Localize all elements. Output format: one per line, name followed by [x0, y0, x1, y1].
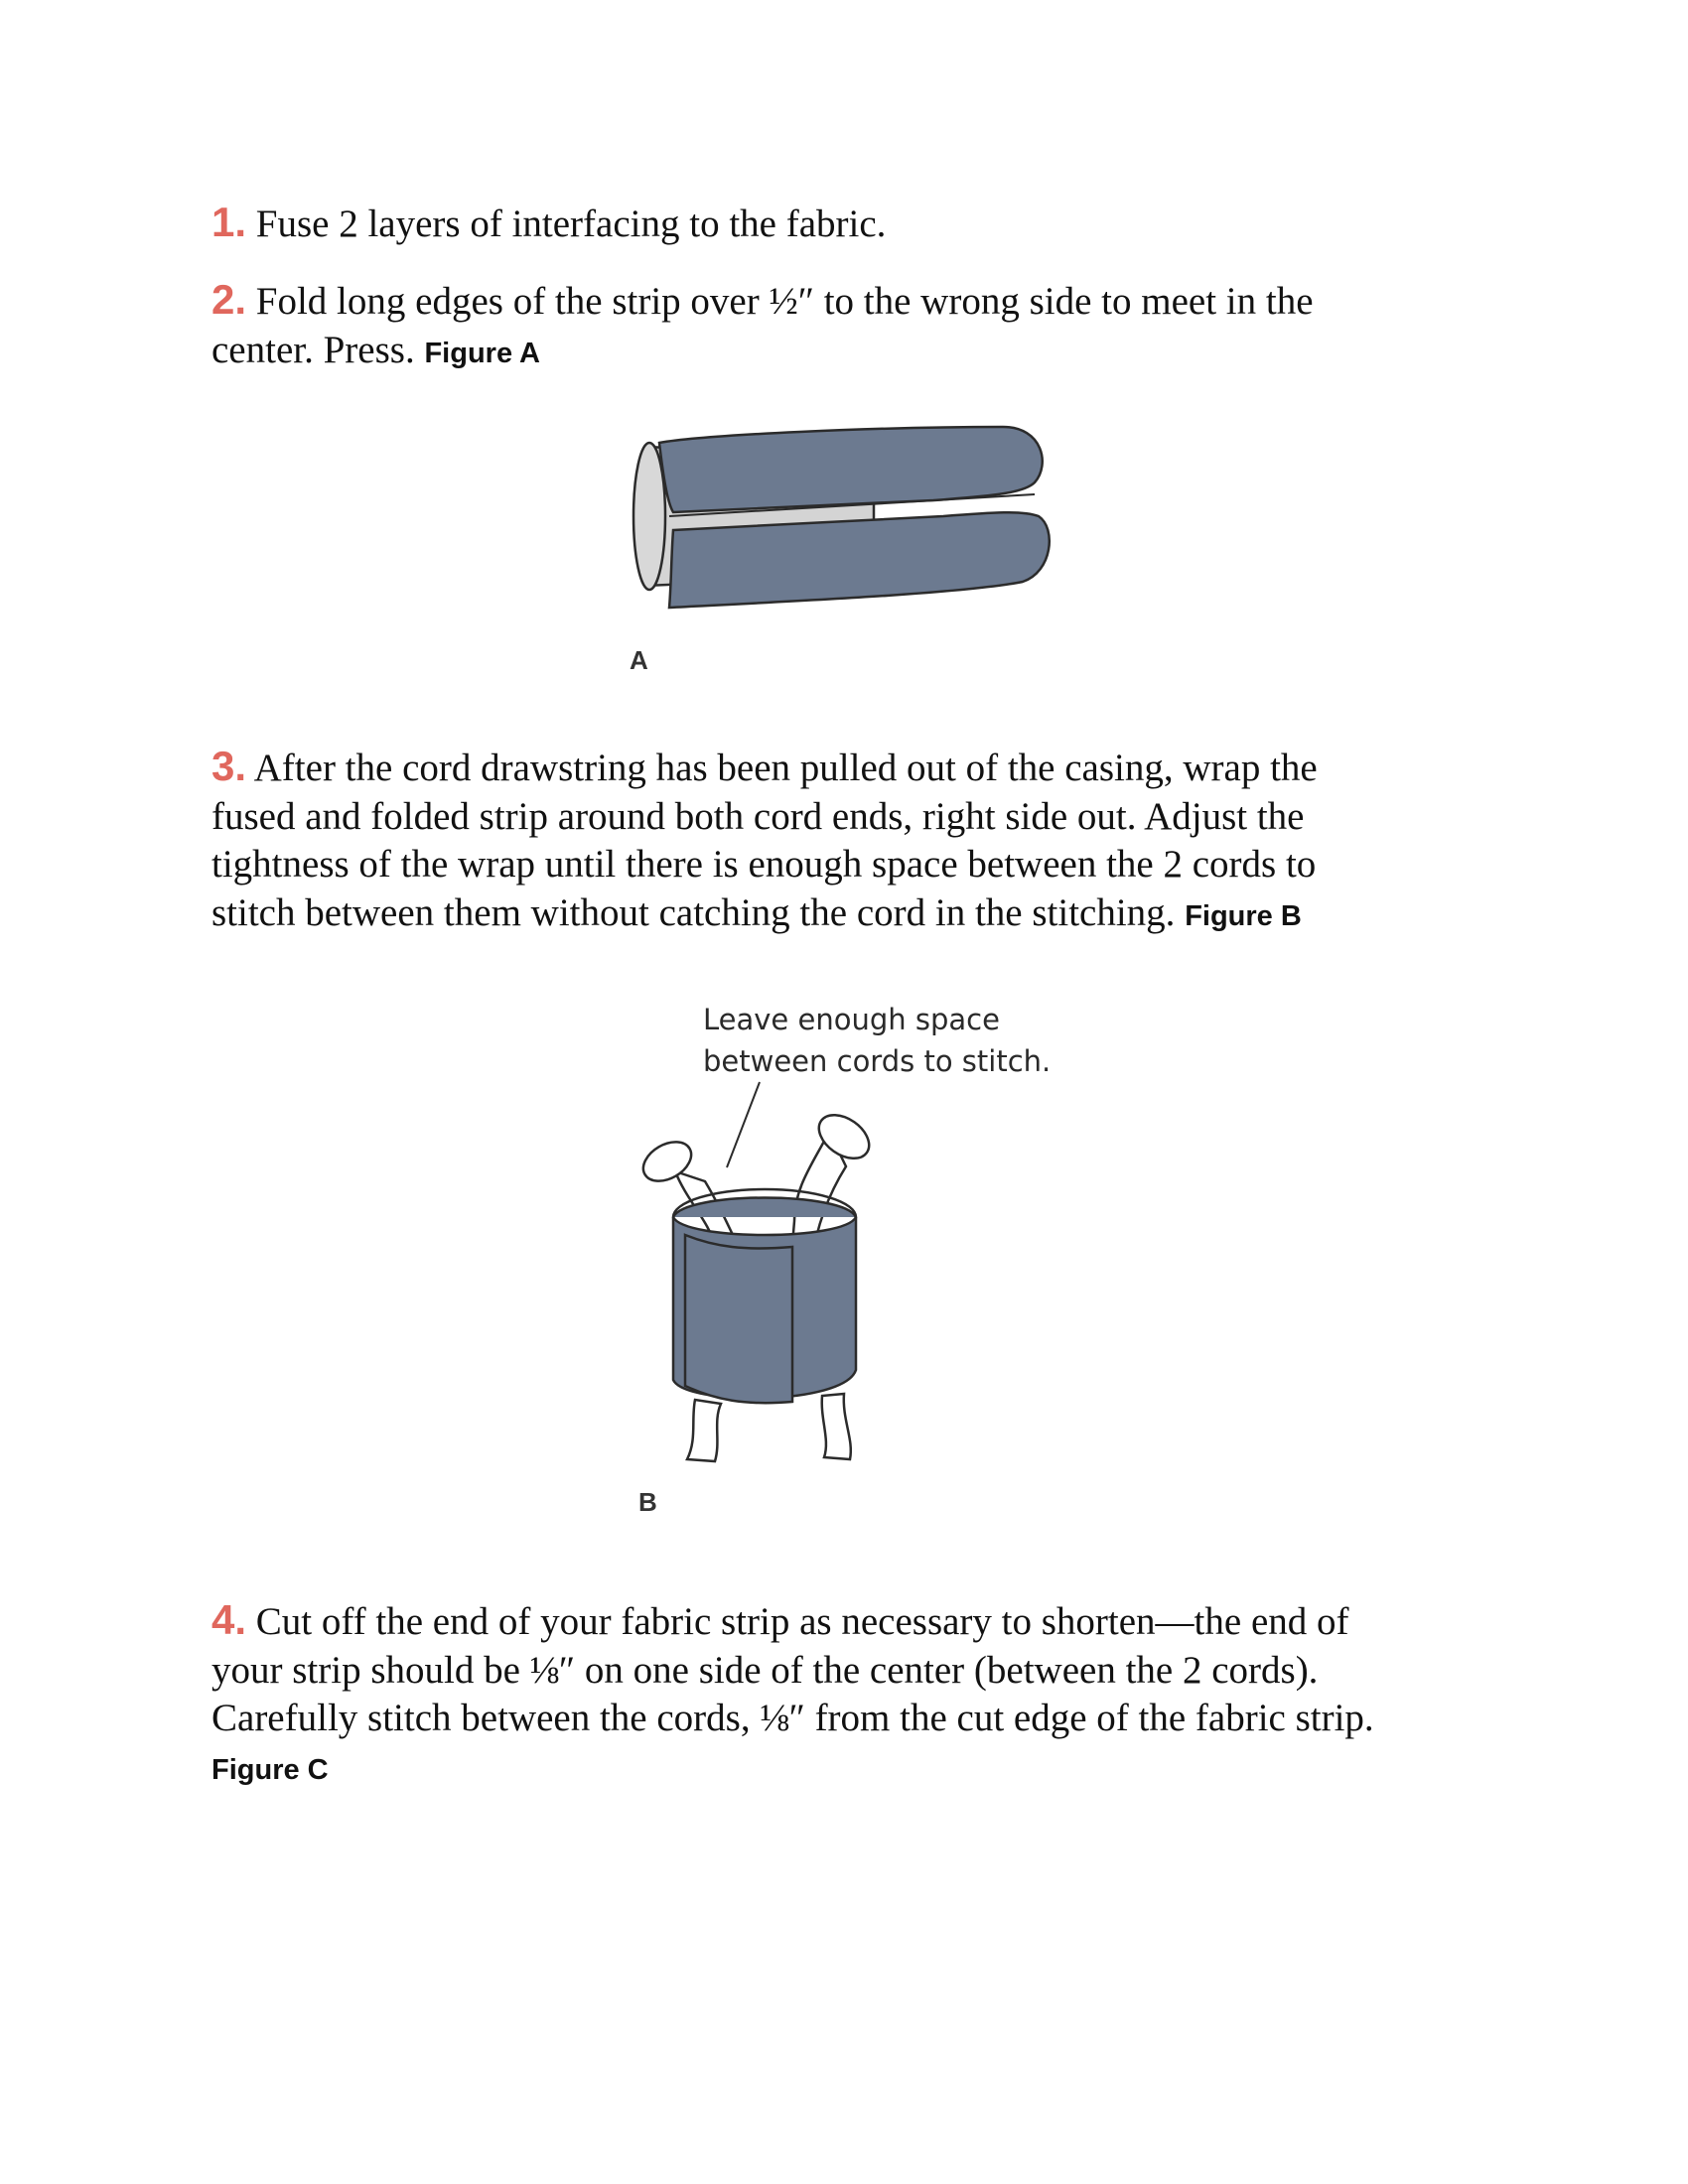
step-4-number: 4. [211, 1596, 247, 1643]
figure-b-callout-line-1: Leave enough space [703, 1003, 1000, 1036]
step-3 [211, 743, 1318, 940]
step-4-line-2: your strip should be ⅛″ on one side of the center (between the 2 cords). [211, 1648, 1319, 1692]
figure-a-folded-strip [626, 417, 1062, 635]
step-3-number: 3. [211, 743, 247, 789]
step-2 [211, 276, 1314, 377]
step-1-number: 1. [211, 199, 247, 245]
step-2-line-1: 2. Fold long edges of the strip over ½″ to the wrong side to meet in the [211, 276, 1314, 323]
step-4-line-1: 4. Cut off the end of your fabric strip as necessary to shorten—the end of [211, 1596, 1349, 1643]
figure-c-reference: Figure C [211, 1753, 329, 1786]
step-3-line-2: fused and folded strip around both cord ends, right side out. Adjust the [211, 794, 1305, 838]
step-4-line-3: Carefully stitch between the cords, ⅛″ from the cut edge of the fabric strip. [211, 1697, 1374, 1739]
figure-b-wrapped-cords [626, 1072, 904, 1469]
figure-a-label: A [630, 645, 648, 675]
step-4 [211, 1596, 1374, 1794]
figure-b-reference: Figure B [1185, 899, 1302, 932]
step-3-line-1: 3. After the cord drawstring has been pulled out of the casing, wrap the [211, 743, 1318, 789]
step-2-line-2: center. Press. Figure A [211, 328, 540, 371]
figure-b-label: B [638, 1487, 657, 1517]
step-1-line-1: 1. Fuse 2 layers of interfacing to the fabric. [211, 199, 887, 245]
step-3-line-4: stitch between them without catching the cord in the stitching. Figure B [211, 890, 1302, 934]
figure-b-callout [703, 999, 1051, 1082]
figure-b-callout-line-2: between cords to stitch. [703, 1044, 1052, 1078]
figure-a-reference: Figure A [424, 337, 540, 369]
step-2-number: 2. [211, 276, 247, 323]
step-1 [211, 199, 886, 249]
step-3-line-3: tightness of the wrap until there is enough space between the 2 cords to [211, 843, 1317, 886]
step-4-line-4 [211, 1743, 1374, 1795]
